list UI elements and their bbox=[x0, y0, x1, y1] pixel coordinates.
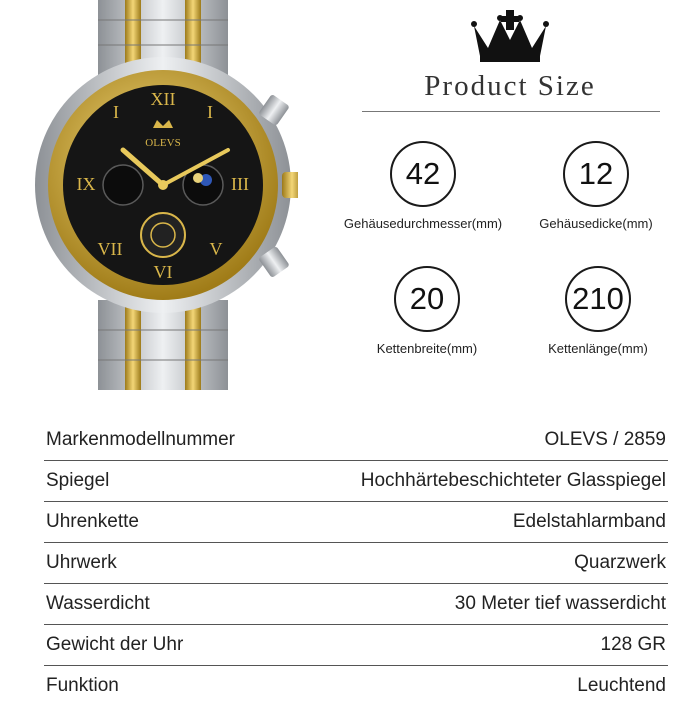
spec-case-thickness-label: Gehäusedicke(mm) bbox=[539, 216, 653, 231]
spec-table bbox=[44, 420, 668, 706]
row-value: Hochhärtebeschichteter Glasspiegel bbox=[360, 470, 666, 491]
spec-band-length bbox=[498, 266, 698, 356]
spec-case-diameter-value: 42 bbox=[390, 141, 456, 207]
svg-text:V: V bbox=[209, 239, 223, 259]
title-divider bbox=[362, 111, 660, 112]
bracelet-bottom bbox=[98, 300, 228, 390]
spec-band-width-value: 20 bbox=[394, 266, 460, 332]
row-key: Spiegel bbox=[46, 470, 110, 491]
spec-case-diameter-label: Gehäusedurchmesser(mm) bbox=[343, 216, 503, 231]
svg-text:III: III bbox=[231, 174, 249, 194]
svg-text:I: I bbox=[113, 102, 119, 122]
row-key: Uhrenkette bbox=[46, 511, 139, 532]
row-value: Leuchtend bbox=[577, 675, 666, 696]
row-value: OLEVS / 2859 bbox=[544, 429, 666, 450]
dial-brand: OLEVS bbox=[145, 137, 181, 149]
row-value: Quarzwerk bbox=[574, 552, 666, 573]
svg-text:IX: IX bbox=[76, 174, 96, 194]
table-row bbox=[44, 502, 668, 543]
table-row bbox=[44, 420, 668, 461]
row-key: Gewicht der Uhr bbox=[46, 634, 184, 655]
svg-text:VI: VI bbox=[153, 262, 173, 282]
row-key: Uhrwerk bbox=[46, 552, 117, 573]
product-size-title: Product Size bbox=[424, 70, 596, 102]
watch-image bbox=[28, 0, 298, 390]
crown-logo bbox=[468, 6, 552, 64]
table-row bbox=[44, 625, 668, 666]
spec-band-length-value: 210 bbox=[565, 266, 631, 332]
row-value: 128 GR bbox=[600, 634, 666, 655]
spec-case-diameter bbox=[323, 141, 523, 231]
row-key: Funktion bbox=[46, 675, 119, 696]
table-row bbox=[44, 584, 668, 625]
svg-text:XII: XII bbox=[150, 89, 176, 109]
table-row bbox=[44, 543, 668, 584]
spec-band-width bbox=[327, 266, 527, 356]
spec-band-width-label: Kettenbreite(mm) bbox=[376, 341, 478, 356]
table-row bbox=[44, 461, 668, 502]
row-key: Wasserdicht bbox=[46, 593, 150, 614]
row-value: Edelstahlarmband bbox=[512, 511, 666, 532]
svg-text:VII: VII bbox=[97, 239, 123, 259]
row-value: 30 Meter tief wasserdicht bbox=[454, 593, 666, 614]
spec-band-length-label: Kettenlänge(mm) bbox=[548, 341, 648, 356]
spec-case-thickness bbox=[496, 141, 696, 231]
row-key: Markenmodellnummer bbox=[46, 429, 236, 450]
table-row bbox=[44, 666, 668, 706]
svg-text:I: I bbox=[207, 102, 213, 122]
spec-case-thickness-value: 12 bbox=[563, 141, 629, 207]
